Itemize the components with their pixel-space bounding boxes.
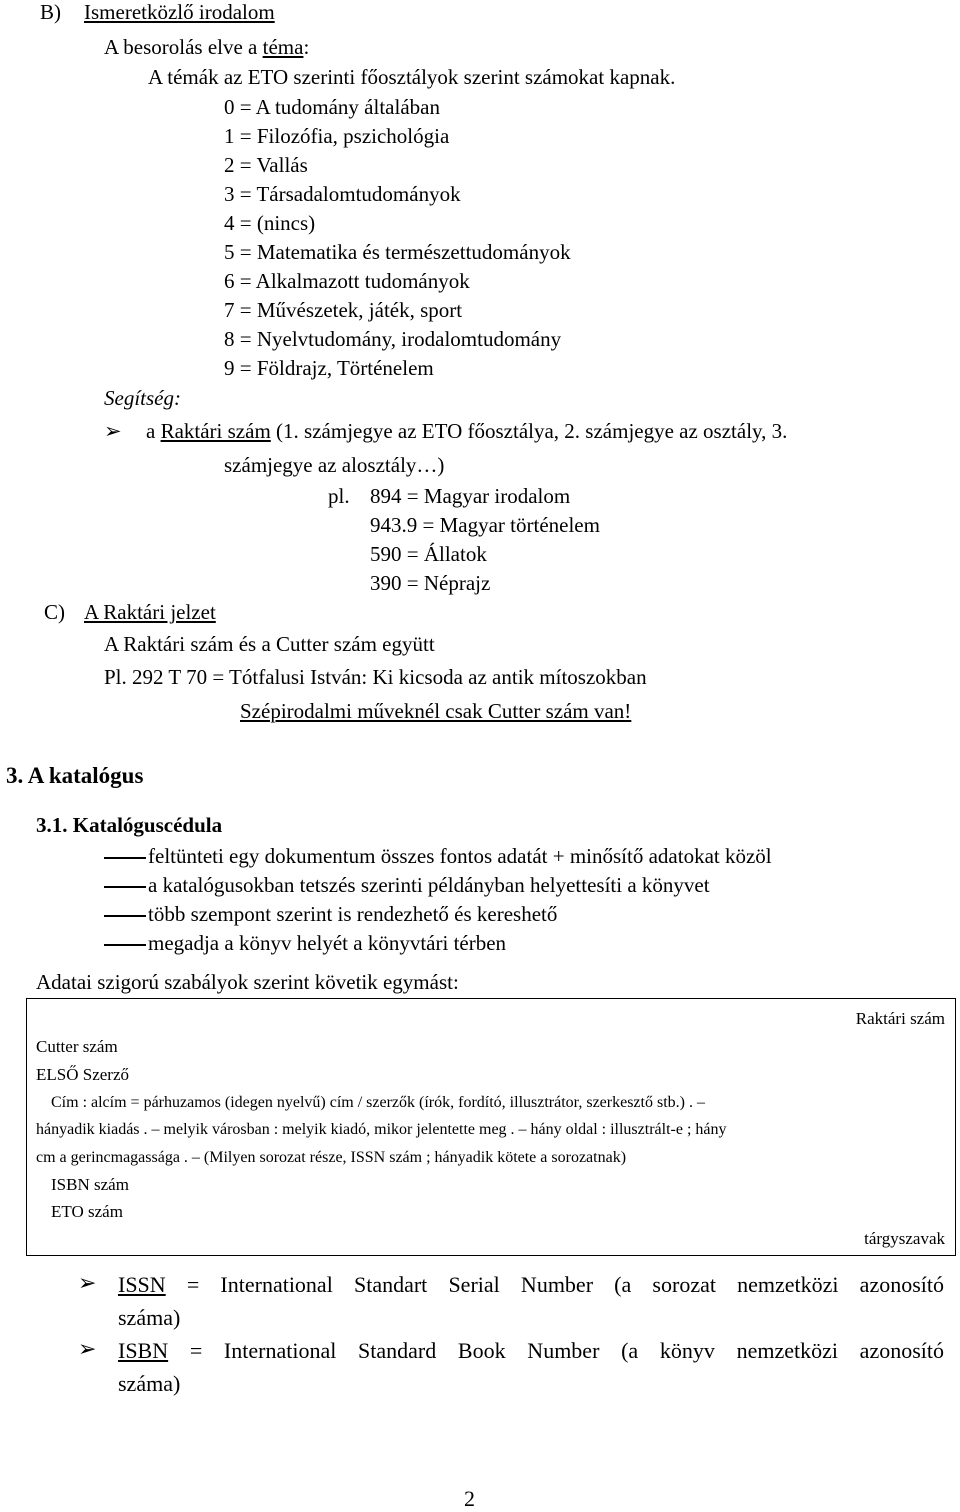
help-line-cont: számjegye az alosztály…) [224, 453, 445, 477]
catalog-card [26, 998, 956, 1256]
dash-bullet-icon [104, 944, 146, 946]
bullet-0: feltünteti egy dokumentum összes fontos adatát + minősítő adatokat közöl [148, 844, 772, 868]
bullet-2: több szempont szerint is rendezhető és kereshető [148, 902, 558, 926]
card-line-b: hányadik kiadás . – melyik városban : melyik kiadó, mikor jelentette meg . – hány oldal : illusztrált-e ; hány [36, 1121, 727, 1138]
def-isbn: ISBN = International Standard Book Number (a könyv nemzetközi azonosító [118, 1338, 944, 1363]
card-subjects: tárgyszavak [864, 1229, 945, 1248]
section-b-title: Ismeretközlő irodalom [84, 0, 275, 24]
eto-class-5: 5 = Matematika és természettudományok [224, 240, 571, 264]
eto-class-8: 8 = Nyelvtudomány, irodalomtudomány [224, 327, 562, 351]
eto-class-0: 0 = A tudomány általában [224, 95, 440, 119]
arrow-bullet-icon: ➢ [78, 1270, 97, 1295]
def-issn-cont: száma) [118, 1305, 181, 1330]
example-label: pl. [328, 484, 350, 508]
eto-class-1: 1 = Filozófia, pszichológia [224, 124, 450, 148]
eto-class-6: 6 = Alkalmazott tudományok [224, 269, 470, 293]
section-c-example: Pl. 292 T 70 = Tótfalusi István: Ki kicsoda az antik mítoszokban [104, 665, 647, 689]
card-author: ELSŐ Szerző [36, 1065, 130, 1084]
subchapter-title: 3.1. Katalóguscédula [36, 813, 223, 837]
bullet-1: a katalógusokban tetszés szerinti példányban helyettesíti a könyvet [148, 873, 710, 897]
section-b-intro: A témák az ETO szerinti főosztályok szerint számokat kapnak. [148, 65, 676, 89]
arrow-bullet-icon: ➢ [104, 419, 122, 443]
order-intro: Adatai szigorú szabályok szerint követik egymást: [36, 970, 459, 994]
chapter-title: 3. A katalógus [6, 763, 144, 788]
dash-bullet-icon [104, 857, 146, 859]
card-line-a: Cím : alcím = párhuzamos (idegen nyelvű) cím / szerzők (írók, fordító, illusztrátor, szerkesztő stb.) . – [51, 1094, 705, 1111]
dash-bullet-icon [104, 886, 146, 888]
card-cutter: Cutter szám [36, 1037, 118, 1056]
section-c-line1: A Raktári szám és a Cutter szám együtt [104, 632, 435, 656]
section-c-letter: C) [44, 600, 65, 624]
card-isbn: ISBN szám [51, 1175, 129, 1194]
card-line-c: cm a gerincmagassága . – (Milyen sorozat része, ISSN szám ; hányadik kötete a sorozatnak) [36, 1149, 627, 1166]
eto-class-4: 4 = (nincs) [224, 211, 316, 235]
def-issn: ISSN = International Standart Serial Number (a sorozat nemzetközi azonosító [118, 1272, 944, 1297]
eto-class-3: 3 = Társadalomtudományok [224, 182, 461, 206]
help-line: ➢ a Raktári szám (1. számjegye az ETO főosztálya, 2. számjegye az osztály, 3. [104, 419, 788, 443]
example-3: 390 = Néprajz [370, 571, 491, 595]
def-isbn-cont: száma) [118, 1371, 181, 1396]
example-1: 943.9 = Magyar történelem [370, 513, 600, 537]
eto-class-2: 2 = Vallás [224, 153, 308, 177]
example-0: 894 = Magyar irodalom [370, 484, 571, 508]
eto-class-9: 9 = Földrajz, Történelem [224, 356, 434, 380]
bullet-3: megadja a könyv helyét a könyvtári térben [148, 931, 507, 955]
page-number: 2 [464, 1486, 475, 1511]
help-label: Segítség: [104, 386, 181, 410]
card-raktari: Raktári szám [855, 1009, 945, 1028]
section-b-letter: B) [40, 0, 61, 24]
card-eto: ETO szám [51, 1202, 123, 1221]
eto-class-7: 7 = Művészetek, játék, sport [224, 298, 463, 322]
dash-bullet-icon [104, 915, 146, 917]
example-2: 590 = Állatok [370, 542, 487, 566]
section-c-note: Szépirodalmi műveknél csak Cutter szám van! [240, 699, 632, 723]
section-b-subtitle: A besorolás elve a téma: [104, 35, 310, 59]
section-c-title: A Raktári jelzet [84, 600, 216, 624]
arrow-bullet-icon: ➢ [78, 1336, 97, 1361]
